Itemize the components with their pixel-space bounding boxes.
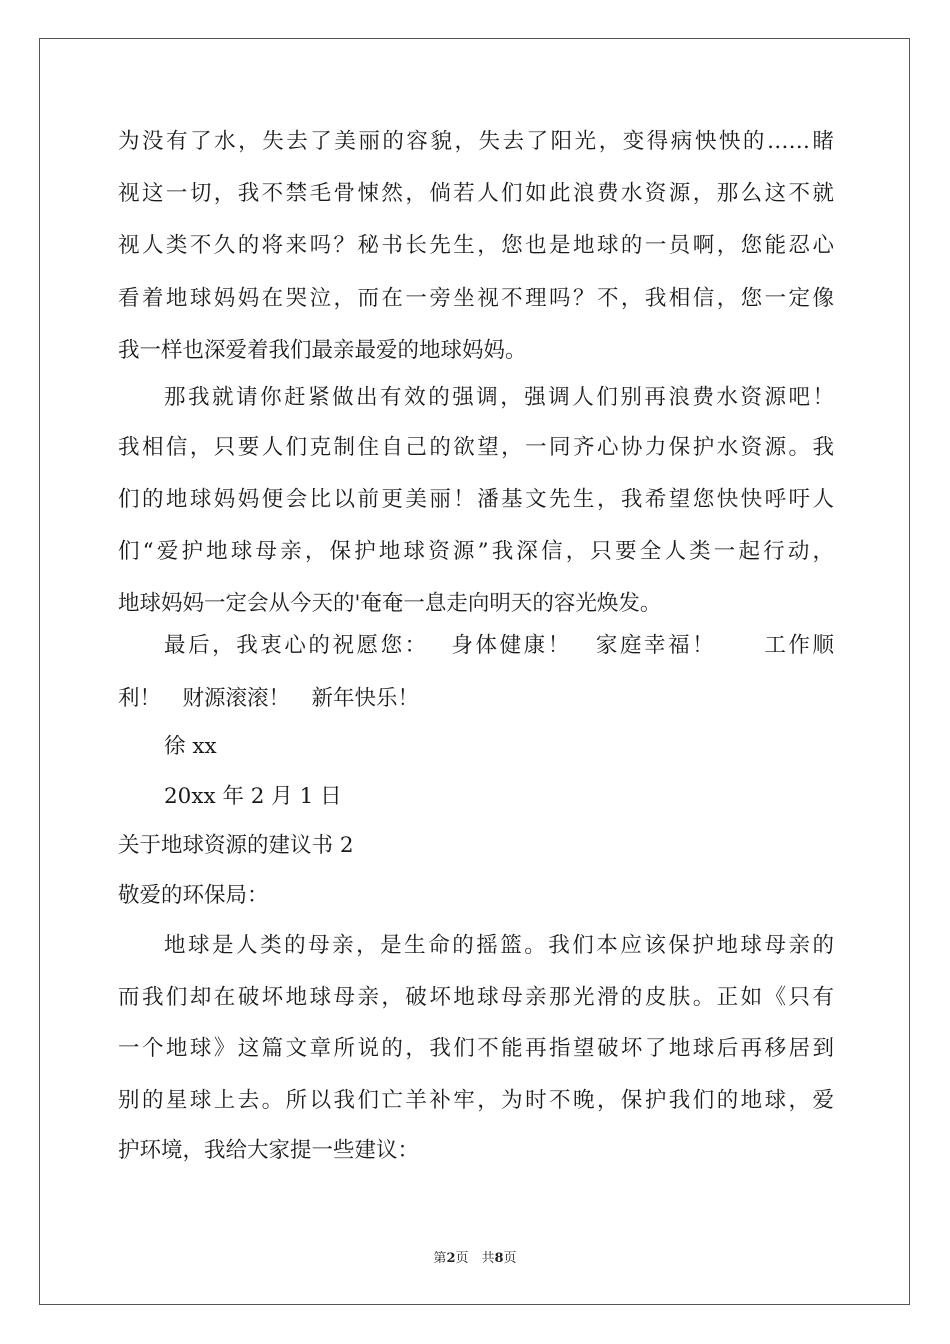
section-title: 关于地球资源的建议书 2 [118, 833, 354, 858]
footer-suffix: 页 [503, 1251, 517, 1266]
paragraph-2-line: 那我就请你赶紧做出有效的强调，强调人们别再浪费水资源吧！ [164, 385, 834, 410]
paragraph-2-line: 地球妈妈一定会从今天的'奄奄一息走向明天的容光焕发。 [118, 591, 662, 616]
paragraph-2-line: 们“爱护地球母亲，保护地球资源”我深信，只要全人类一起行动， [118, 539, 834, 564]
current-page-number: 2 [446, 1251, 456, 1266]
paragraph-4-line: 而我们却在破坏地球母亲，破坏地球母亲那光滑的皮肤。正如《只有 [118, 985, 834, 1010]
paragraph-1-line: 视人类不久的将来吗？秘书长先生，您也是地球的一员啊，您能忍心 [118, 233, 834, 258]
paragraph-2-line: 们的地球妈妈便会比以前更美丽！潘基文先生，我希望您快快呼吁人 [118, 487, 834, 512]
total-page-count: 8 [494, 1251, 504, 1266]
paragraph-1-line: 我一样也深爱着我们最亲最爱的地球妈妈。 [118, 338, 527, 363]
signature-name: 徐 xx [164, 734, 217, 759]
footer-mid: 页 共 [455, 1251, 495, 1266]
paragraph-4-line: 别的星球上去。所以我们亡羊补牢，为时不晚，保护我们的地球，爱 [118, 1088, 834, 1113]
page-footer [0, 1247, 950, 1266]
signature-date: 20xx 年 2 月 1 日 [164, 784, 342, 809]
paragraph-1-line: 看着地球妈妈在哭泣，而在一旁坐视不理吗？不，我相信，您一定像 [118, 286, 834, 311]
paragraph-1-line: 视这一切，我不禁毛骨悚然，倘若人们如此浪费水资源，那么这不就 [118, 181, 834, 206]
paragraph-3-line: 最后，我衷心的祝愿您： 身体健康！ 家庭幸福！ 工作顺 [164, 633, 834, 658]
paragraph-3-line: 利！ 财源滚滚！ 新年快乐！ [118, 686, 420, 711]
footer-prefix: 第 [433, 1251, 447, 1266]
paragraph-2-line: 我相信，只要人们克制住自己的欲望，一同齐心协力保护水资源。我 [118, 435, 834, 460]
paragraph-4-line: 地球是人类的母亲，是生命的摇篮。我们本应该保护地球母亲的 [164, 933, 834, 958]
paragraph-4-line: 一个地球》这篇文章所说的，我们不能再指望破坏了地球后再移居到 [118, 1036, 834, 1061]
paragraph-4-line: 护环境，我给大家提一些建议： [118, 1138, 420, 1163]
paragraph-1-line: 为没有了水，失去了美丽的容貌，失去了阳光，变得病怏怏的……睹 [118, 129, 834, 154]
salutation: 敬爱的环保局： [118, 883, 269, 908]
